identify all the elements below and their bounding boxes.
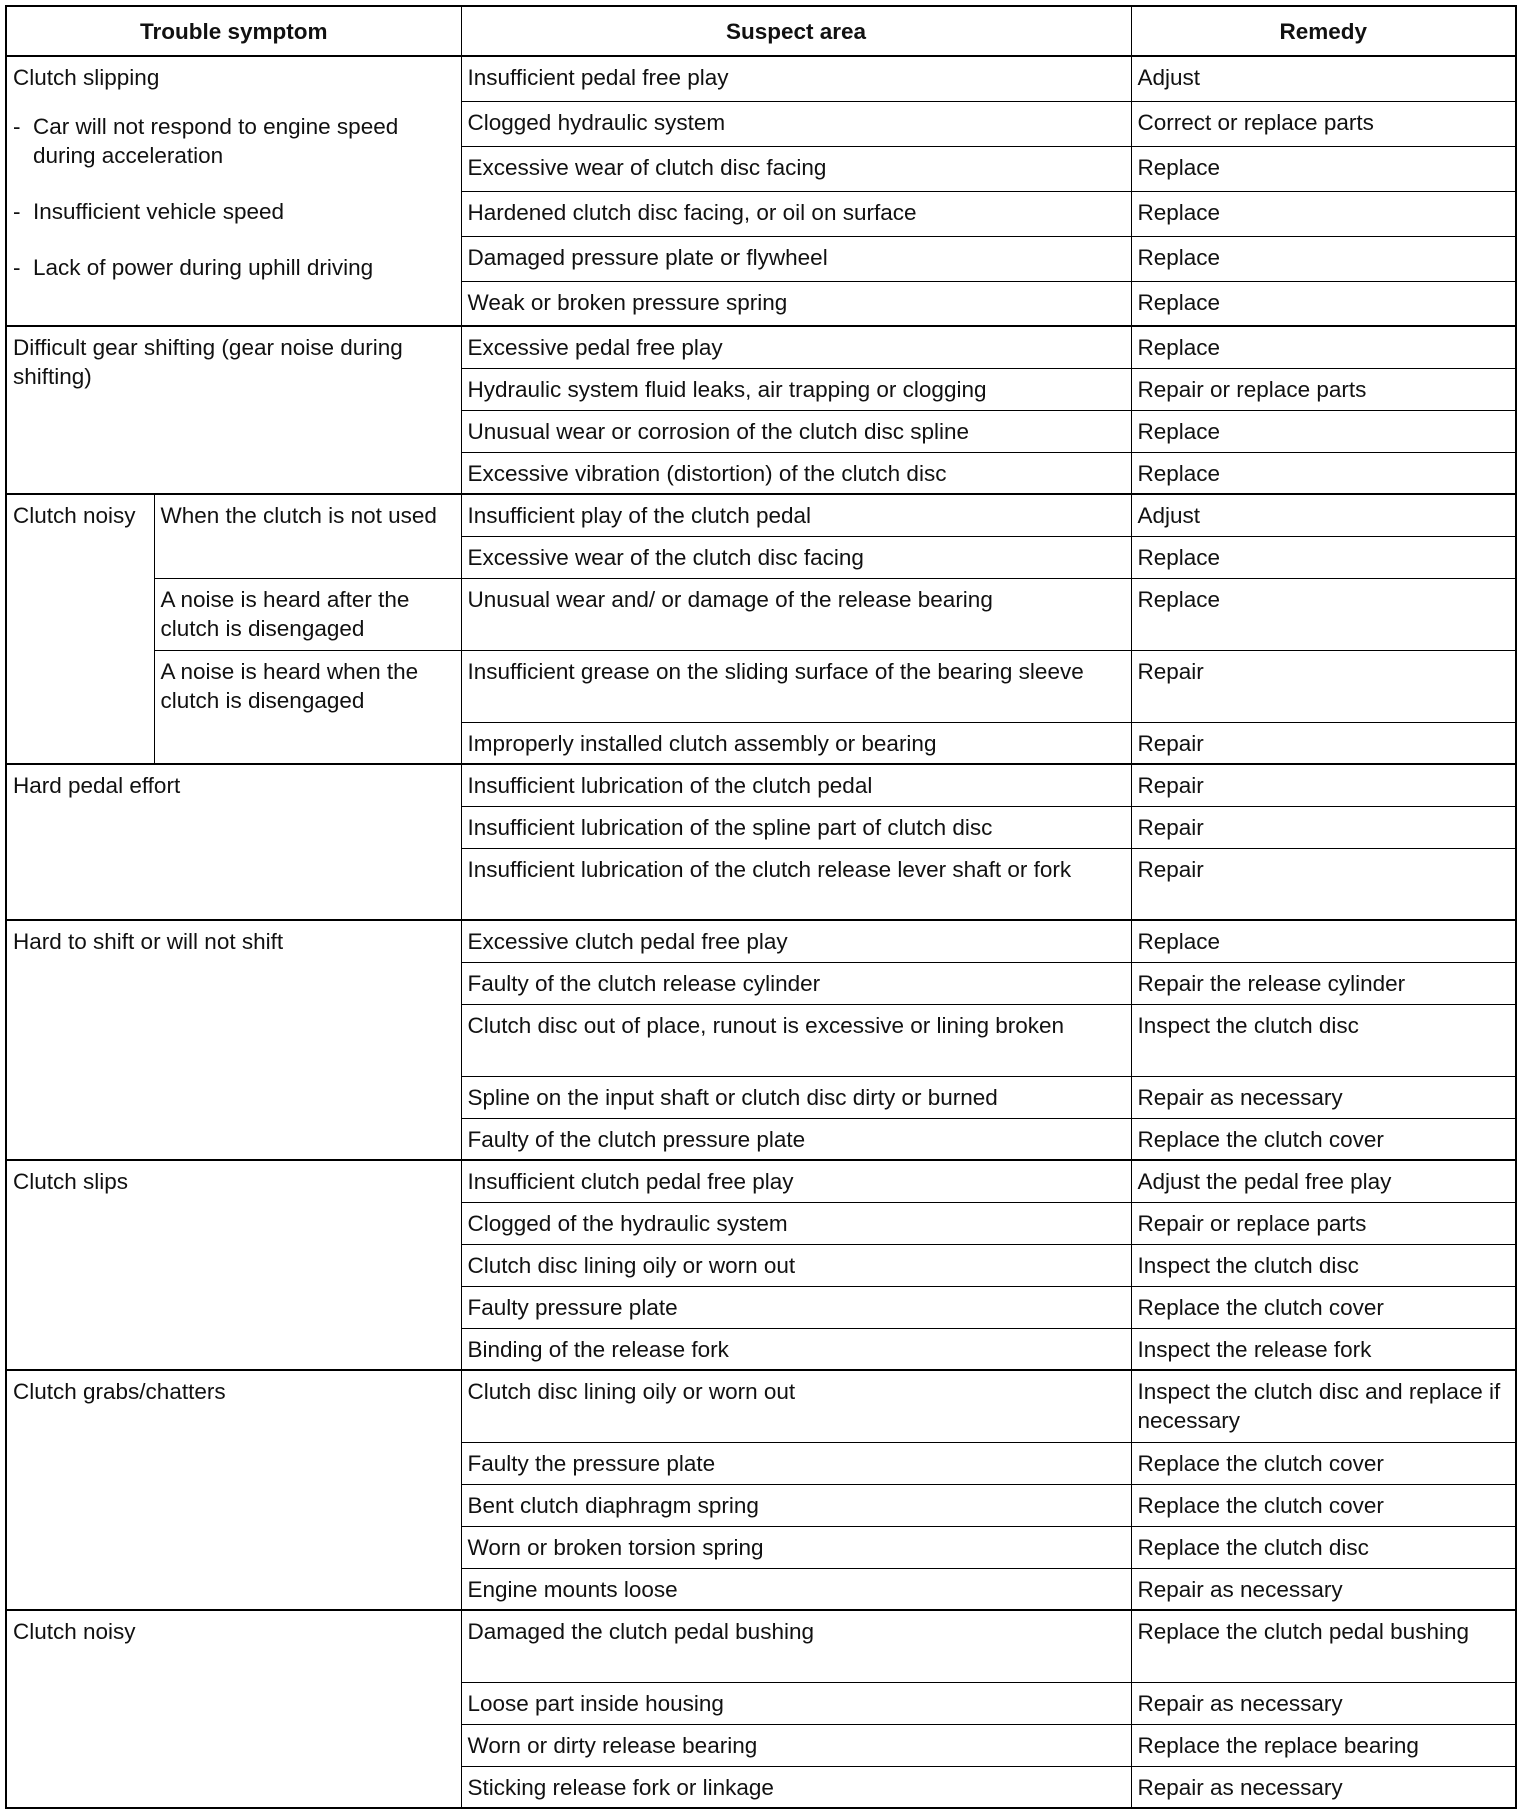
symptom-group-clutch-slipping (6, 56, 1516, 326)
remedy-cell: Repair as necessary (1131, 1076, 1516, 1118)
suspect-area-cell: Clogged hydraulic system (461, 101, 1131, 146)
remedy-cell: Inspect the clutch disc (1131, 1244, 1516, 1286)
remedy-cell: Replace the clutch cover (1131, 1484, 1516, 1526)
remedy-cell: Repair or replace parts (1131, 1202, 1516, 1244)
suspect-area-cell: Insufficient pedal free play (461, 56, 1131, 101)
suspect-area-cell: Engine mounts loose (461, 1568, 1131, 1610)
remedy-cell: Replace (1131, 920, 1516, 962)
suspect-area-cell: Faulty of the clutch pressure plate (461, 1118, 1131, 1160)
symptom-group-clutch-grabs-chatters (6, 1370, 1516, 1610)
sub-symptom: - Lack of power during uphill driving (13, 253, 455, 282)
suspect-area-cell: Clutch disc out of place, runout is excessive or lining broken (461, 1004, 1131, 1076)
table-row (6, 578, 1516, 650)
table-row (6, 764, 1516, 806)
trouble-symptom: Clutch noisy (6, 1610, 461, 1808)
table-row (6, 326, 1516, 368)
remedy-cell: Adjust (1131, 494, 1516, 536)
troubleshooting-table-container (5, 5, 1517, 1809)
troubleshooting-table (5, 5, 1517, 1809)
remedy-cell: Replace (1131, 236, 1516, 281)
suspect-area-cell: Damaged the clutch pedal bushing (461, 1610, 1131, 1682)
suspect-area-cell: Excessive vibration (distortion) of the clutch disc (461, 452, 1131, 494)
remedy-cell: Replace the clutch cover (1131, 1286, 1516, 1328)
remedy-cell: Repair (1131, 764, 1516, 806)
remedy-cell: Repair (1131, 722, 1516, 764)
header-remedy: Remedy (1131, 6, 1516, 56)
header-row (6, 6, 1516, 56)
trouble-symptom: Clutch slips (6, 1160, 461, 1370)
sub-symptom: - Car will not respond to engine speed during acceleration (13, 112, 455, 170)
suspect-area-cell: Excessive clutch pedal free play (461, 920, 1131, 962)
suspect-area-cell: Excessive wear of the clutch disc facing (461, 536, 1131, 578)
header-trouble-symptom: Trouble symptom (6, 6, 461, 56)
suspect-area-cell: Unusual wear or corrosion of the clutch disc spline (461, 410, 1131, 452)
remedy-cell: Adjust (1131, 56, 1516, 101)
suspect-area-cell: Insufficient lubrication of the spline part of clutch disc (461, 806, 1131, 848)
remedy-cell: Replace (1131, 281, 1516, 326)
remedy-cell: Repair (1131, 848, 1516, 920)
table-row (6, 920, 1516, 962)
suspect-area-cell: Faulty pressure plate (461, 1286, 1131, 1328)
remedy-cell: Repair the release cylinder (1131, 962, 1516, 1004)
remedy-cell: Replace the replace bearing (1131, 1724, 1516, 1766)
table-row (6, 1370, 1516, 1442)
remedy-cell: Replace (1131, 410, 1516, 452)
suspect-area-cell: Faulty the pressure plate (461, 1442, 1131, 1484)
suspect-area-cell: Hardened clutch disc facing, or oil on surface (461, 191, 1131, 236)
remedy-cell: Replace the clutch cover (1131, 1442, 1516, 1484)
remedy-cell: Repair or replace parts (1131, 368, 1516, 410)
sub-symptom: - Insufficient vehicle speed (13, 197, 455, 226)
trouble-symptom: Clutch grabs/chatters (6, 1370, 461, 1610)
suspect-area-cell: Insufficient play of the clutch pedal (461, 494, 1131, 536)
table-row (6, 1610, 1516, 1682)
suspect-area-cell: Faulty of the clutch release cylinder (461, 962, 1131, 1004)
remedy-cell: Correct or replace parts (1131, 101, 1516, 146)
suspect-area-cell: Weak or broken pressure spring (461, 281, 1131, 326)
trouble-symptom: Clutch slipping (13, 65, 160, 90)
trouble-symptom: Clutch noisy (6, 494, 154, 764)
remedy-cell: Replace (1131, 452, 1516, 494)
remedy-cell: Repair as necessary (1131, 1766, 1516, 1808)
suspect-area-cell: Bent clutch diaphragm spring (461, 1484, 1131, 1526)
remedy-cell: Replace the clutch pedal bushing (1131, 1610, 1516, 1682)
remedy-cell: Repair (1131, 650, 1516, 722)
suspect-area-cell: Excessive pedal free play (461, 326, 1131, 368)
suspect-area-cell: Insufficient clutch pedal free play (461, 1160, 1131, 1202)
trouble-symptom: Hard pedal effort (6, 764, 461, 920)
suspect-area-cell: Insufficient lubrication of the clutch release lever shaft or fork (461, 848, 1131, 920)
suspect-area-cell: Worn or broken torsion spring (461, 1526, 1131, 1568)
suspect-area-cell: Clutch disc lining oily or worn out (461, 1370, 1131, 1442)
trouble-symptom: Difficult gear shifting (gear noise during shifting) (6, 326, 461, 494)
suspect-area-cell: Insufficient lubrication of the clutch pedal (461, 764, 1131, 806)
symptom-group-difficult-gear-shifting (6, 326, 1516, 494)
remedy-cell: Replace (1131, 146, 1516, 191)
remedy-cell: Replace the clutch cover (1131, 1118, 1516, 1160)
remedy-cell: Replace (1131, 191, 1516, 236)
symptom-group-hard-to-shift (6, 920, 1516, 1160)
remedy-cell: Repair (1131, 806, 1516, 848)
table-row (6, 650, 1516, 722)
noise-condition: A noise is heard when the clutch is disengaged (154, 650, 461, 764)
trouble-symptom-cell (6, 56, 461, 326)
suspect-area-cell: Spline on the input shaft or clutch disc dirty or burned (461, 1076, 1131, 1118)
suspect-area-cell: Loose part inside housing (461, 1682, 1131, 1724)
suspect-area-cell: Binding of the release fork (461, 1328, 1131, 1370)
suspect-area-cell: Damaged pressure plate or flywheel (461, 236, 1131, 281)
remedy-cell: Inspect the clutch disc and replace if necessary (1131, 1370, 1516, 1442)
sub-symptom-list (13, 112, 455, 282)
symptom-group-hard-pedal-effort (6, 764, 1516, 920)
remedy-cell: Inspect the release fork (1131, 1328, 1516, 1370)
remedy-cell: Adjust the pedal free play (1131, 1160, 1516, 1202)
remedy-cell: Repair as necessary (1131, 1568, 1516, 1610)
remedy-cell: Replace (1131, 326, 1516, 368)
noise-condition: When the clutch is not used (154, 494, 461, 578)
suspect-area-cell: Unusual wear and/ or damage of the release bearing (461, 578, 1131, 650)
table-row (6, 56, 1516, 101)
remedy-cell: Replace (1131, 536, 1516, 578)
remedy-cell: Replace (1131, 578, 1516, 650)
suspect-area-cell: Clogged of the hydraulic system (461, 1202, 1131, 1244)
suspect-area-cell: Worn or dirty release bearing (461, 1724, 1131, 1766)
noise-condition: A noise is heard after the clutch is disengaged (154, 578, 461, 650)
suspect-area-cell: Sticking release fork or linkage (461, 1766, 1131, 1808)
table-row (6, 494, 1516, 536)
symptom-group-clutch-noisy (6, 1610, 1516, 1808)
header-suspect-area: Suspect area (461, 6, 1131, 56)
symptom-group-clutch-slips (6, 1160, 1516, 1370)
table-row (6, 1160, 1516, 1202)
remedy-cell: Repair as necessary (1131, 1682, 1516, 1724)
suspect-area-cell: Insufficient grease on the sliding surface of the bearing sleeve (461, 650, 1131, 722)
remedy-cell: Inspect the clutch disc (1131, 1004, 1516, 1076)
suspect-area-cell: Hydraulic system fluid leaks, air trapping or clogging (461, 368, 1131, 410)
suspect-area-cell: Improperly installed clutch assembly or bearing (461, 722, 1131, 764)
symptom-group-clutch-noisy-conditions (6, 494, 1516, 764)
suspect-area-cell: Clutch disc lining oily or worn out (461, 1244, 1131, 1286)
suspect-area-cell: Excessive wear of clutch disc facing (461, 146, 1131, 191)
remedy-cell: Replace the clutch disc (1131, 1526, 1516, 1568)
trouble-symptom: Hard to shift or will not shift (6, 920, 461, 1160)
